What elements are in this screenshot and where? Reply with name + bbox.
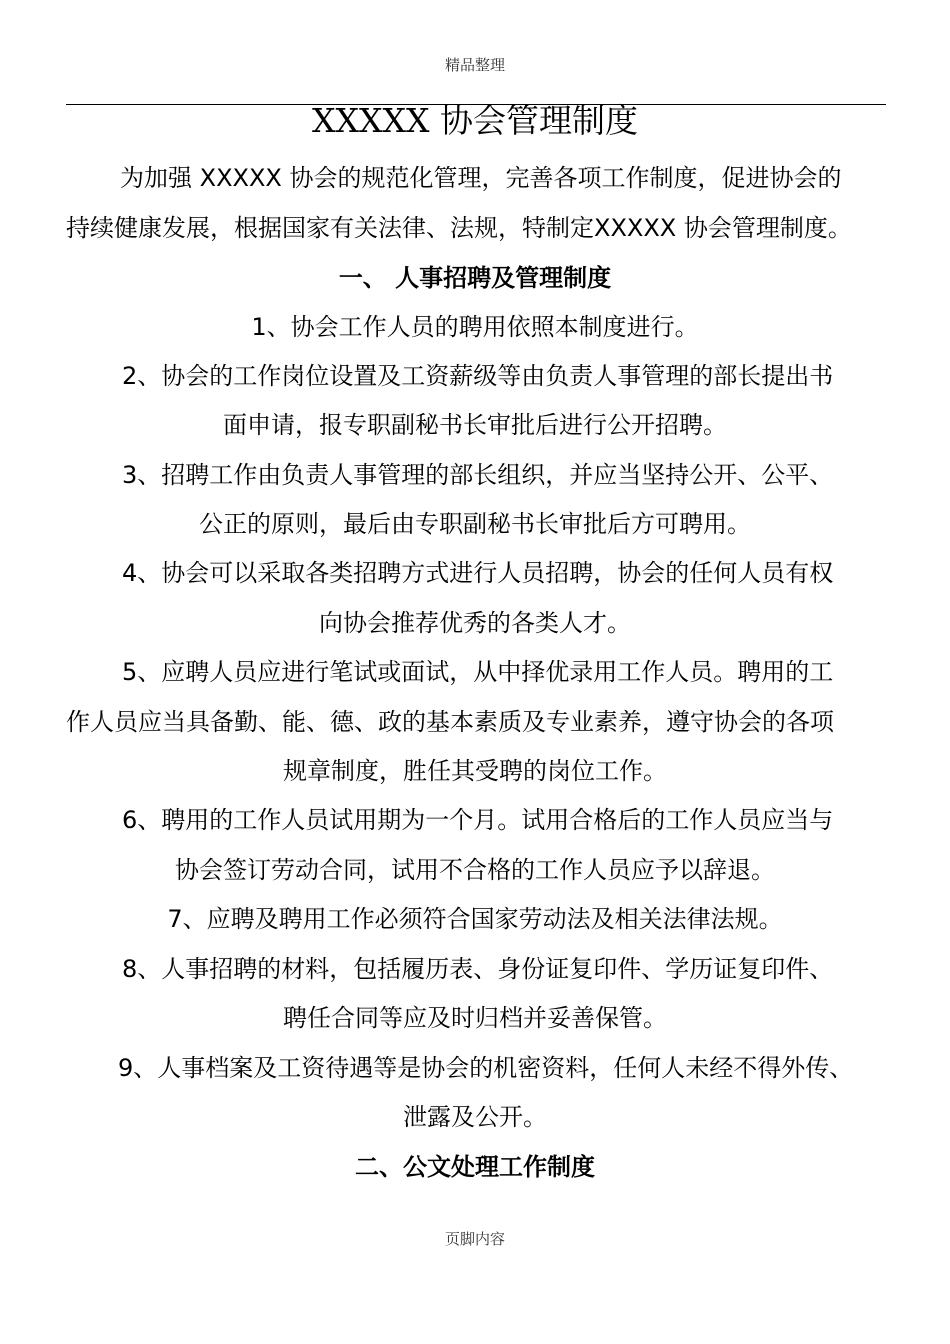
section-heading-personnel: 一、 人事招聘及管理制度 bbox=[338, 264, 612, 292]
item-8-line-2: 聘任合同等应及时归档并妥善保管。 bbox=[283, 1004, 667, 1032]
item-5-line-1: 5、应聘人员应进行笔试或面试，从中择优录用工作人员。聘用的工 bbox=[122, 658, 834, 686]
item-1-line-1: 1、协会工作人员的聘用依照本制度进行。 bbox=[251, 313, 699, 341]
item-3-line-1: 3、招聘工作由负责人事管理的部长组织，并应当坚持公开、公平、 bbox=[122, 461, 834, 489]
item-6-line-2: 协会签订劳动合同，试用不合格的工作人员应予以辞退。 bbox=[175, 856, 775, 884]
item-6-line-1: 6、聘用的工作人员试用期为一个月。试用合格后的工作人员应当与 bbox=[122, 806, 834, 834]
item-2-line-2: 面申请，报专职副秘书长审批后进行公开招聘。 bbox=[223, 411, 727, 439]
item-8-line-1: 8、人事招聘的材料，包括履历表、身份证复印件、学历证复印件、 bbox=[122, 955, 834, 983]
page-footer: 页脚内容 bbox=[444, 1230, 505, 1248]
item-9-line-1: 9、人事档案及工资待遇等是协会的机密资料，任何人未经不得外传、 bbox=[118, 1054, 854, 1082]
intro-line-2: 持续健康发展，根据国家有关法律、法规，特制定XXXXX 协会管理制度。 bbox=[66, 214, 852, 242]
document-title: XXXXX 协会管理制度 bbox=[312, 101, 638, 140]
intro-line-1: 为加强 XXXXX 协会的规范化管理，完善各项工作制度，促进协会的 bbox=[120, 164, 842, 192]
page-header: 精品整理 bbox=[444, 56, 505, 74]
item-2-line-1: 2、协会的工作岗位设置及工资薪级等由负责人事管理的部长提出书 bbox=[122, 362, 834, 390]
section-heading-documents: 二、公文处理工作制度 bbox=[355, 1153, 595, 1181]
item-7-line-1: 7、应聘及聘用工作必须符合国家劳动法及相关法律法规。 bbox=[167, 905, 783, 933]
item-4-line-2: 向协会推荐优秀的各类人才。 bbox=[319, 609, 631, 637]
item-3-line-2: 公正的原则，最后由专职副秘书长审批后方可聘用。 bbox=[199, 510, 751, 538]
item-5-line-2: 作人员应当具备勤、能、德、政的基本素质及专业素养，遵守协会的各项 bbox=[66, 708, 834, 736]
item-5-line-3: 规章制度，胜任其受聘的岗位工作。 bbox=[283, 757, 667, 785]
item-9-line-2: 泄露及公开。 bbox=[403, 1103, 547, 1131]
item-4-line-1: 4、协会可以采取各类招聘方式进行人员招聘，协会的任何人员有权 bbox=[122, 559, 834, 587]
